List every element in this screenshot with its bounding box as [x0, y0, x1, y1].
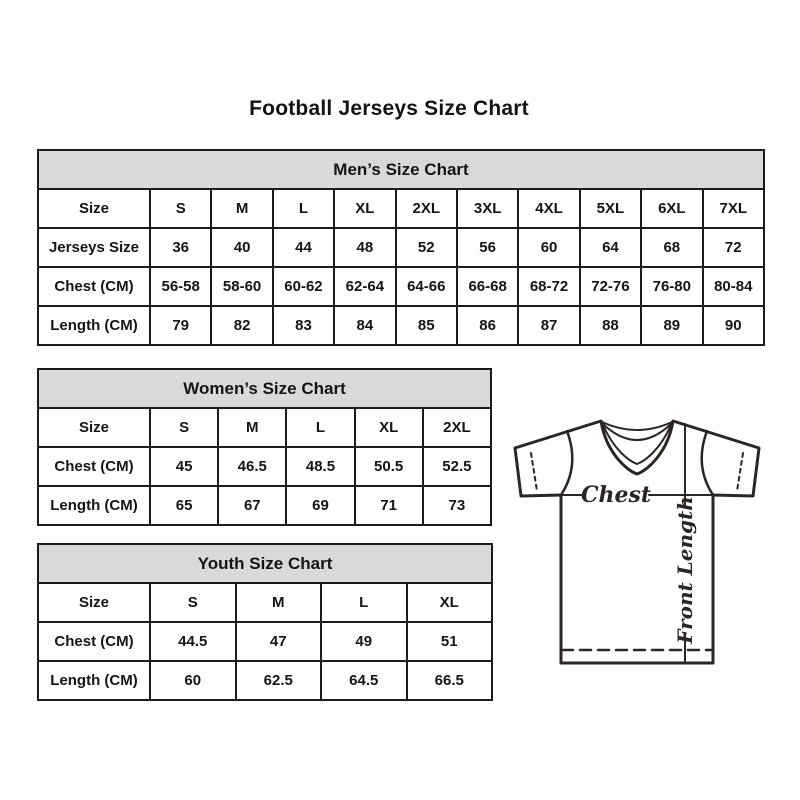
size-value-cell: 65 [150, 486, 218, 525]
size-value-cell: L [286, 408, 354, 447]
table-row [38, 447, 491, 486]
size-value-cell: 49 [321, 622, 407, 661]
size-value-cell: 72 [703, 228, 764, 267]
size-value-cell: 66.5 [407, 661, 493, 700]
size-value-cell: 40 [211, 228, 272, 267]
size-value-cell: 48 [334, 228, 395, 267]
row-label: Size [38, 408, 150, 447]
size-value-cell: S [150, 408, 218, 447]
size-value-cell: 66-68 [457, 267, 518, 306]
size-value-cell: 64-66 [396, 267, 457, 306]
youth-table-title: Youth Size Chart [38, 544, 492, 583]
size-value-cell: 6XL [641, 189, 702, 228]
row-label: Chest (CM) [38, 267, 150, 306]
size-value-cell: 85 [396, 306, 457, 345]
size-value-cell: M [211, 189, 272, 228]
size-value-cell: M [236, 583, 322, 622]
size-value-cell: M [218, 408, 286, 447]
size-value-cell: XL [334, 189, 395, 228]
size-value-cell: 88 [580, 306, 641, 345]
size-value-cell: 62-64 [334, 267, 395, 306]
table-row [38, 622, 492, 661]
row-label: Size [38, 189, 150, 228]
jersey-measurement-diagram [505, 400, 777, 685]
size-value-cell: 2XL [423, 408, 491, 447]
size-value-cell: 68-72 [518, 267, 579, 306]
row-label: Chest (CM) [38, 622, 150, 661]
size-value-cell: 44 [273, 228, 334, 267]
size-value-cell: 51 [407, 622, 493, 661]
size-value-cell: 64 [580, 228, 641, 267]
size-value-cell: 5XL [580, 189, 641, 228]
table-row [38, 486, 491, 525]
size-value-cell: 52 [396, 228, 457, 267]
size-value-cell: 44.5 [150, 622, 236, 661]
row-label: Length (CM) [38, 306, 150, 345]
size-value-cell: XL [407, 583, 493, 622]
size-value-cell: L [273, 189, 334, 228]
youth-size-table [37, 543, 493, 701]
table-row [38, 189, 764, 228]
size-value-cell: 71 [355, 486, 423, 525]
size-value-cell: XL [355, 408, 423, 447]
size-value-cell: 80-84 [703, 267, 764, 306]
size-value-cell: 86 [457, 306, 518, 345]
size-value-cell: 67 [218, 486, 286, 525]
table-row [38, 661, 492, 700]
size-value-cell: 83 [273, 306, 334, 345]
womens-size-table [37, 368, 492, 526]
page-title: Football Jerseys Size Chart [249, 97, 529, 120]
women-table-title: Women’s Size Chart [38, 369, 491, 408]
size-value-cell: 46.5 [218, 447, 286, 486]
front-length-label: Front Length [673, 496, 697, 644]
size-value-cell: 4XL [518, 189, 579, 228]
size-value-cell: 82 [211, 306, 272, 345]
size-value-cell: 58-60 [211, 267, 272, 306]
size-value-cell: 84 [334, 306, 395, 345]
size-value-cell: S [150, 583, 236, 622]
table-row [38, 306, 764, 345]
size-value-cell: 60-62 [273, 267, 334, 306]
size-value-cell: 64.5 [321, 661, 407, 700]
size-value-cell: 62.5 [236, 661, 322, 700]
size-value-cell: L [321, 583, 407, 622]
size-value-cell: 52.5 [423, 447, 491, 486]
table-row [38, 408, 491, 447]
table-row [38, 583, 492, 622]
size-value-cell: 47 [236, 622, 322, 661]
size-value-cell: 48.5 [286, 447, 354, 486]
jersey-outline [515, 421, 759, 663]
table-row [38, 267, 764, 306]
row-label: Length (CM) [38, 661, 150, 700]
size-value-cell: 36 [150, 228, 211, 267]
size-value-cell: 79 [150, 306, 211, 345]
size-value-cell: 69 [286, 486, 354, 525]
size-value-cell: 2XL [396, 189, 457, 228]
size-value-cell: 56-58 [150, 267, 211, 306]
table-row [38, 228, 764, 267]
size-value-cell: 87 [518, 306, 579, 345]
women-table-header-row [38, 369, 491, 408]
size-value-cell: 72-76 [580, 267, 641, 306]
size-value-cell: S [150, 189, 211, 228]
men-table-title: Men’s Size Chart [38, 150, 764, 189]
men-table-header-row [38, 150, 764, 189]
row-label: Chest (CM) [38, 447, 150, 486]
mens-size-table [37, 149, 765, 346]
size-value-cell: 3XL [457, 189, 518, 228]
jersey-diagram-svg [505, 400, 777, 685]
size-value-cell: 56 [457, 228, 518, 267]
size-value-cell: 90 [703, 306, 764, 345]
size-value-cell: 45 [150, 447, 218, 486]
collar-back-arc [602, 422, 672, 430]
size-value-cell: 89 [641, 306, 702, 345]
size-value-cell: 68 [641, 228, 702, 267]
row-label: Length (CM) [38, 486, 150, 525]
size-value-cell: 60 [150, 661, 236, 700]
row-label: Size [38, 583, 150, 622]
size-value-cell: 76-80 [641, 267, 702, 306]
chest-label: Chest [580, 482, 652, 508]
size-value-cell: 50.5 [355, 447, 423, 486]
youth-table-header-row [38, 544, 492, 583]
row-label: Jerseys Size [38, 228, 150, 267]
size-value-cell: 73 [423, 486, 491, 525]
size-value-cell: 60 [518, 228, 579, 267]
size-value-cell: 7XL [703, 189, 764, 228]
